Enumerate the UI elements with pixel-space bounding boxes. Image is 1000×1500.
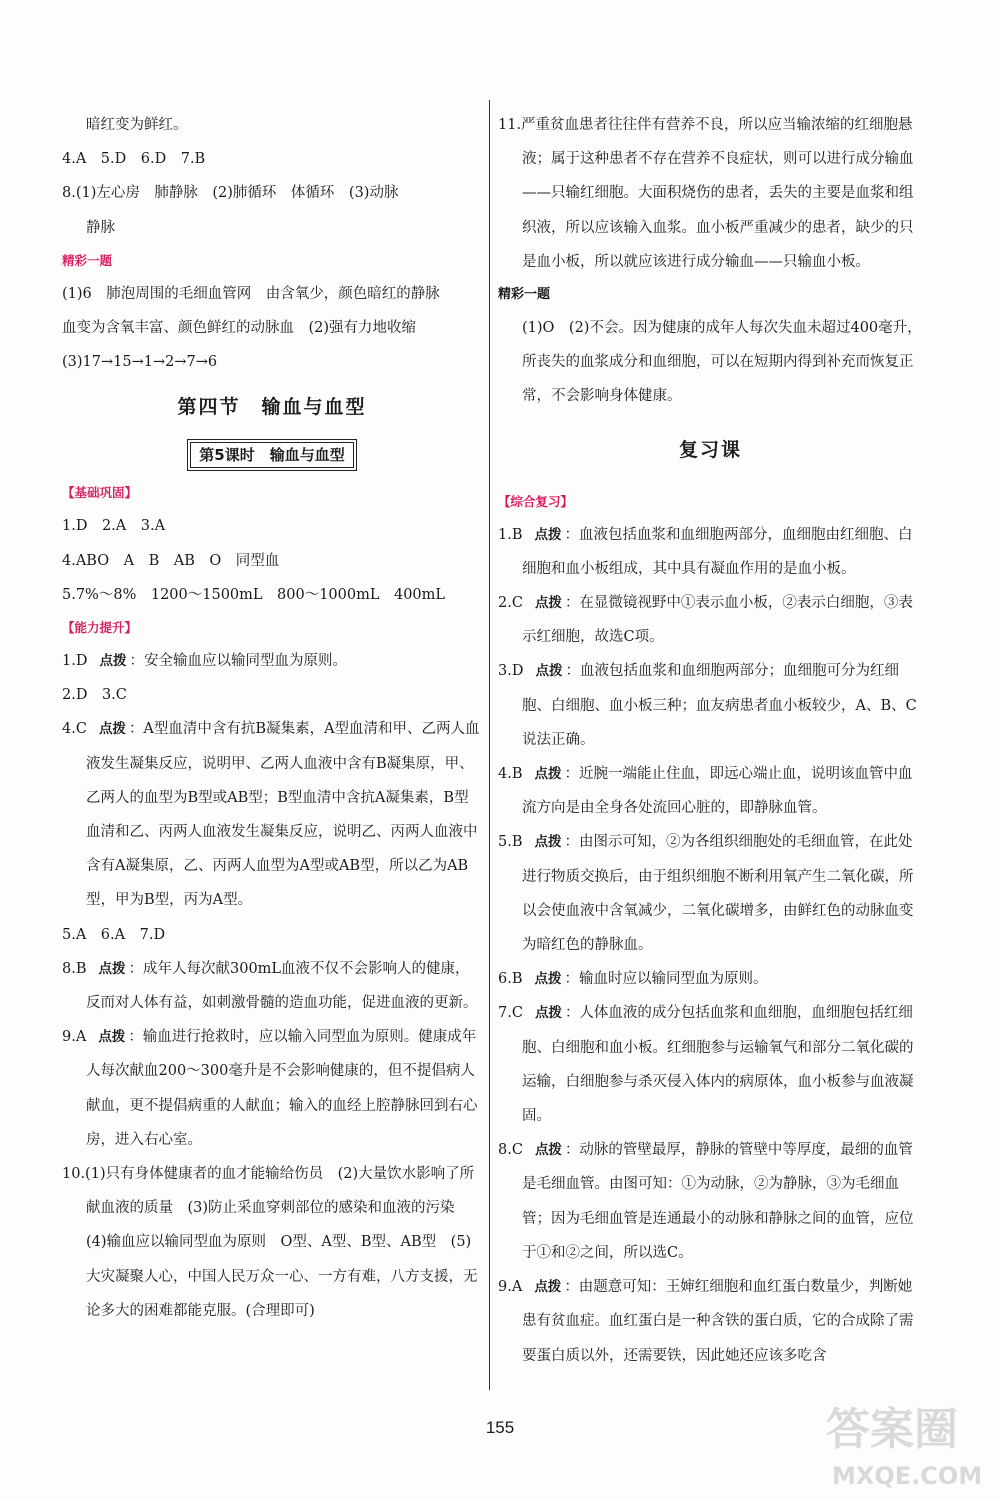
section-heading-jichu: 【基础巩固】 [62,485,138,501]
answer-line: 4.ABO A B AB O 同型血 [62,552,280,569]
answer-key: 6.B [498,971,523,988]
answer-item: 11.严重贫血患者往往伴有营养不良，所以应当输浓缩的红细胞悬液；属于这种患者不存在营养不良症状，则可以进行成分输血——只输红细胞。大面积烧伤的患者，丢失的主要是血浆和组织液，所以应该输入血浆。血小板严重减少的患者，缺少的只是血小板，所以就应该进行成分输血——只输血小板。 [498,117,914,270]
watermark-logo [818,1392,988,1492]
text-paragraph: (1)O (2)不会。因为健康的成年人每次失血未超过400毫升，所丧失的血浆成分和血细胞，可以在短期内得到补充而恢复正常，不会影响身体健康。 [522,320,922,405]
answer-item [498,962,923,996]
page-number: 155 [485,1418,515,1437]
hint-text: ：在显微镜视野中①表示血小板，②表示白细胞，③表示红细胞，故选C项。 [522,595,913,646]
hint-text: ：动脉的管壁最厚，静脉的管壁中等厚度，最细的血管是毛细血管。由图可知：①为动脉，②为静脉，③为毛细血管；因为毛细血管是连通最小的动脉和静脉之间的血管，应位于①和②之间，所以选C。 [522,1142,914,1261]
hint-label: 点拨 [534,1005,562,1022]
hint-label: 点拨 [98,960,126,977]
answer-key: 8.C [498,1142,523,1159]
hint-label: 点拨 [535,663,563,680]
hint-text: ：血液包括血浆和血细胞两部分；血细胞可分为红细胞、白细胞、血小板三种；血友病患者血小板较少，A、B、C说法正确。 [522,663,917,748]
lesson-box-wrap [62,439,482,471]
hint-text: ：输血时应以输同型血为原则。 [564,971,768,988]
hint-label: 点拨 [534,1279,562,1296]
answer-key: 7.C [498,1005,523,1022]
answer-key: 1.B [498,526,523,543]
text-line: (1)6 肺泡周围的毛细血管网 由含氧少，颜色暗红的静脉 [62,285,440,302]
text-line: 血变为含氧丰富、颜色鲜红的动脉血 (2)强有力地收缩 [62,320,417,337]
answer-item [62,1020,482,1157]
hint-label: 点拨 [534,834,562,851]
answer-line: 5.A 6.A 7.D [62,926,166,943]
watermark-text-1: 答案圈 [826,1404,958,1455]
answer-line: 4.A 5.D 6.D 7.B [62,151,206,168]
hint-text: ：人体血液的成分包括血浆和血细胞，血细胞包括红细胞、白细胞和血小板。红细胞参与运输氧气和部分二氧化碳的运输，白细胞参与杀灭侵入体内的病原体，血小板参与血液凝固。 [522,1005,914,1125]
hint-text: ：A型血清中含有抗B凝集素，A型血清和甲、乙两人血液发生凝集反应，说明甲、乙两人血液中含有B凝集原，甲、乙两人的血型为B型或AB型；B型血清中含抗A凝集素，B型血清和乙、丙两人血液发生凝集反应，说明乙、丙两人血液中含有A凝集原，乙、丙两人血型为A型或AB型，所以乙为AB型，甲为B型，丙为A型。 [86,721,480,909]
answer-line: 5.7%～8% 1200～1500mL 800～1000mL 400mL [62,586,446,603]
review-title: 复习课 [678,438,742,461]
section-heading-jingcai: 精彩一题 [62,252,113,268]
answer-key: 8.B [62,960,87,977]
section-heading-jingcai: 精彩一题 [498,287,551,303]
answer-key: 4.C [62,721,87,738]
hint-label: 点拨 [98,721,126,738]
lesson-box [187,439,356,471]
right-column [498,108,923,1373]
hint-label: 点拨 [534,526,562,543]
answer-item [498,1133,923,1270]
answer-item [498,825,923,962]
hint-text: ：安全输血应以输同型血为原则。 [129,653,347,670]
hint-label: 点拨 [534,595,562,612]
answer-item [498,1270,923,1373]
answer-key: 9.A [62,1029,87,1046]
watermark-text-2: MXQE.COM [832,1462,983,1490]
answer-line: 2.D 3.C [62,687,127,704]
column-divider [489,100,490,1390]
hint-label: 点拨 [98,1029,126,1046]
hint-text: ：由图示可知，②为各组织细胞处的毛细血管，在此处进行物质交换后，由于组织细胞不断利用氧产生二氧化碳，所以会使血液中含氧减少，二氧化碳增多，由鲜红色的动脉血变为暗红色的静脉血。 [522,834,914,954]
answer-item [498,996,923,1133]
answer-key: 1.D [62,653,88,670]
section-heading-zonghe: 【综合复习】 [498,493,574,509]
answer-item [62,952,482,1020]
hint-text: ：近腕一端能止住血，即远心端止血，说明该血管中血流方向是由全身各处流回心脏的，即静脉血管。 [522,766,913,817]
answer-line: 8.(1)左心房 肺静脉 (2)肺循环 体循环 (3)动脉 [62,185,399,202]
hint-text: ：血液包括血浆和血细胞两部分，血细胞由红细胞、白细胞和血小板组成，其中具有凝血作用的是血小板。 [522,526,913,577]
answer-item [498,757,923,825]
answer-item [498,586,923,654]
hint-text: ：成年人每次献300mL血液不仅不会影响人的健康，反而对人体有益，如刺激骨髓的造血功能，促进血液的更新。 [86,960,478,1012]
answer-item [62,712,482,917]
answer-key: 4.B [498,766,523,783]
hint-label: 点拨 [534,971,562,988]
answer-key: 2.C [498,595,523,612]
lesson-title: 第5课时 输血与血型 [190,442,353,468]
hint-label: 点拨 [534,1142,562,1159]
answer-item [62,644,482,678]
text-line: 静脉 [86,219,115,236]
answer-key: 3.D [498,663,524,680]
hint-text: ：由题意可知：王婶红细胞和血红蛋白数量少，判断她患有贫血症。血红蛋白是一种含铁的蛋白质，它的合成除了需要蛋白质以外，还需要铁，因此她还应该多吃含 [522,1279,914,1364]
answer-item: 10.(1)只有身体健康者的血才能输给伤员 (2)大量饮水影响了所献血液的质量 (3)防止采血穿刺部位的感染和血液的污染 (4)输血应以输同型血为原则 O型、A型、B型、AB型 (5)大灾凝聚人心，中国人民万众一心、一方有难，八方支援，无论多大的困难都能克服。(合理即可) [62,1166,478,1319]
answer-item [498,518,923,586]
section-heading-nengli: 【能力提升】 [62,620,138,636]
answer-key: 5.B [498,834,523,851]
left-column [62,108,482,1328]
hint-label: 点拨 [534,766,562,783]
text-line: (3)17→15→1→2→7→6 [62,354,218,371]
section-title: 第四节 输血与血型 [177,396,367,419]
hint-label: 点拨 [99,653,127,670]
answer-key: 9.A [498,1279,523,1296]
answer-line: 1.D 2.A 3.A [62,518,166,535]
answer-item [498,654,923,757]
text-line: 暗红变为鲜红。 [86,117,188,133]
hint-text: ：输血进行抢救时，应以输入同型血为原则。健康成年人每次献血200～300毫升是不会影响健康的，但不提倡病人献血，更不提倡病重的人献血；输入的血经上腔静脉回到右心房，进入右心室。 [86,1029,478,1148]
